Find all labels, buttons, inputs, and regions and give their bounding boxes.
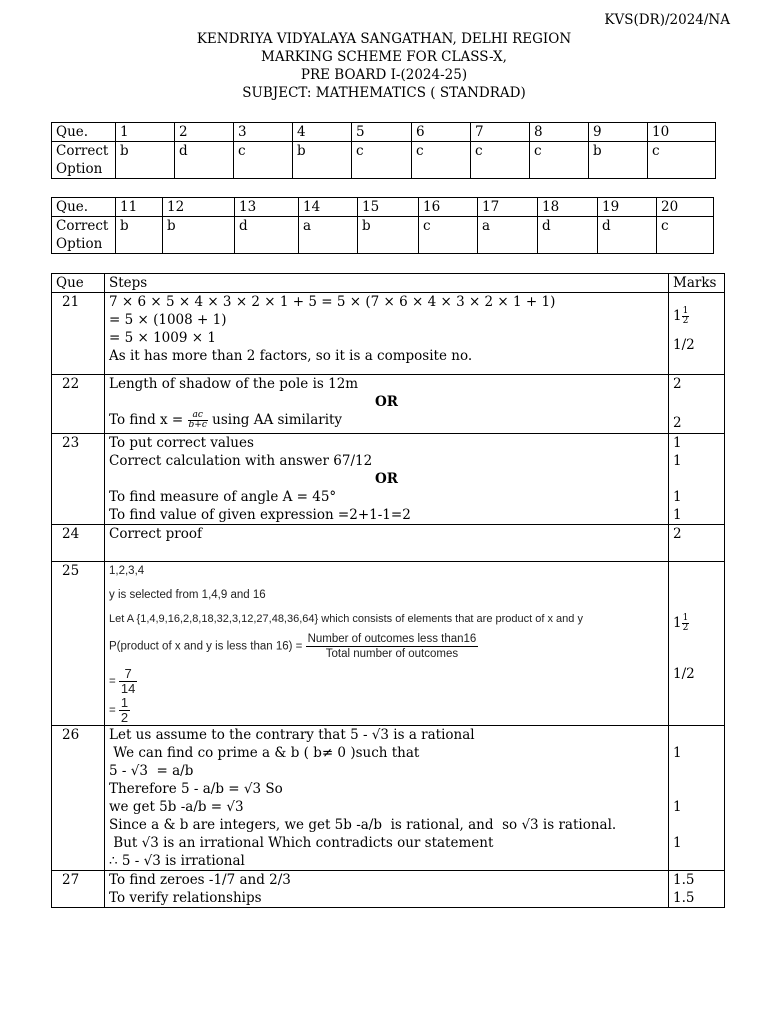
question-number: 21 xyxy=(52,293,105,375)
step-line: we get 5b -a/b = √3 xyxy=(109,799,244,815)
mark-value: 1.5 xyxy=(673,890,695,906)
step-line: Therefore 5 - a/b = √3 So xyxy=(109,781,283,797)
answer-cell: c xyxy=(412,142,471,179)
mark-value: 1 xyxy=(673,835,682,851)
step-line: To find measure of angle A = 45° xyxy=(109,489,337,505)
steps-cell xyxy=(105,871,669,908)
mark-fraction: $\frac{1}{2}$ xyxy=(682,306,689,326)
marks-cell xyxy=(669,293,725,375)
answer-cell: d xyxy=(598,217,657,254)
marks-cell xyxy=(669,375,725,434)
column-header-marks: Marks xyxy=(669,274,725,293)
header-line-1: KENDRIYA VIDYALAYA SANGATHAN, DELHI REGION xyxy=(196,31,572,47)
document-code: KVS(DR)/2024/NA xyxy=(604,12,730,28)
step-line: As it has more than 2 factors, so it is a composite no. xyxy=(109,348,473,364)
mark-fraction: $\frac{1}{2}$ xyxy=(682,613,689,633)
question-number: 16 xyxy=(419,198,478,217)
question-number: 10 xyxy=(648,123,716,142)
marks-cell xyxy=(669,871,725,908)
question-number: 18 xyxy=(538,198,598,217)
table-row xyxy=(52,198,714,217)
answer-cell: b xyxy=(163,217,235,254)
table-row xyxy=(52,726,725,871)
question-number: 12 xyxy=(163,198,235,217)
answer-cell: b xyxy=(116,142,175,179)
steps-cell: Correct proof xyxy=(105,525,669,562)
mark-value: 2 xyxy=(673,376,682,392)
marks-cell xyxy=(669,434,725,525)
mark-value: 2 xyxy=(673,415,682,431)
steps-cell xyxy=(105,375,669,434)
steps-cell xyxy=(105,293,669,375)
question-number: 4 xyxy=(293,123,352,142)
question-number: 8 xyxy=(530,123,589,142)
step-line: To find x = $\frac{ac}{b+c}$ using AA similarity xyxy=(109,410,343,430)
table-row xyxy=(52,375,725,434)
mark-value: 1 xyxy=(673,745,682,761)
column-header-que: Que xyxy=(52,274,105,293)
step-line: y is selected from 1,4,9 and 16 xyxy=(109,589,266,601)
steps-cell xyxy=(105,434,669,525)
marks-cell: 2 xyxy=(669,525,725,562)
question-number: 27 xyxy=(52,871,105,908)
table-row xyxy=(52,525,725,562)
question-number: 19 xyxy=(598,198,657,217)
mark-value: 1 xyxy=(673,489,682,505)
step-line: Correct calculation with answer 67/12 xyxy=(109,453,373,469)
answer-cell: d xyxy=(235,217,299,254)
steps-cell xyxy=(105,726,669,871)
question-number: 24 xyxy=(52,525,105,562)
answer-cell: b xyxy=(358,217,419,254)
step-line: ∴ 5 - √3 is irrational xyxy=(109,853,245,869)
step-line: But √3 is an irrational Which contradicts our statement xyxy=(109,835,494,851)
step-line: Let us assume to the contrary that 5 - √3 is a rational xyxy=(109,727,475,743)
column-header-steps: Steps xyxy=(105,274,669,293)
step-line: Length of shadow of the pole is 12m xyxy=(109,376,359,392)
table-row xyxy=(52,123,716,142)
mark-value: 1 $\frac{1}{2}$ xyxy=(673,306,689,326)
mark-value: 1.5 xyxy=(673,872,695,888)
que-label: Que. xyxy=(52,198,116,217)
step-line: To find zeroes -1/7 and 2/3 xyxy=(109,872,291,888)
answer-cell: d xyxy=(538,217,598,254)
answer-cell: b xyxy=(116,217,163,254)
answer-cell: c xyxy=(419,217,478,254)
table-row xyxy=(52,562,725,726)
table-row xyxy=(52,871,725,908)
marking-scheme-table xyxy=(51,273,725,908)
answer-cell: c xyxy=(657,217,714,254)
mark-value: 1 $\frac{1}{2}$ xyxy=(673,613,689,633)
correct-option-label: Correct Option xyxy=(52,142,116,179)
question-number: 15 xyxy=(358,198,419,217)
step-line: = 5 × 1009 × 1 xyxy=(109,330,216,346)
answer-cell: b xyxy=(293,142,352,179)
mcq-answer-table-2 xyxy=(51,197,714,254)
step-line: = 5 × (1008 + 1) xyxy=(109,312,227,328)
mark-value: 1/2 xyxy=(673,666,695,682)
question-number: 2 xyxy=(175,123,234,142)
mark-value: 1 xyxy=(673,799,682,815)
header-line-2: MARKING SCHEME FOR CLASS-X, xyxy=(261,49,507,65)
question-number: 13 xyxy=(235,198,299,217)
question-number: 26 xyxy=(52,726,105,871)
question-number: 14 xyxy=(299,198,358,217)
question-number: 5 xyxy=(352,123,412,142)
question-number: 25 xyxy=(52,562,105,726)
header-line-4: SUBJECT: MATHEMATICS ( STANDRAD) xyxy=(242,85,526,101)
question-number: 22 xyxy=(52,375,105,434)
probability-formula: P(product of x and y is less than 16) = $\frac{\text{Number of outcomes less than16}}{\text{Total number of outcomes}}$ xyxy=(109,633,477,660)
mark-value: 1/2 xyxy=(673,337,695,353)
question-number: 11 xyxy=(116,198,163,217)
table-header-row xyxy=(52,274,725,293)
step-line: We can find co prime a & b ( b≠ 0 )such that xyxy=(109,745,420,761)
step-line: To put correct values xyxy=(109,435,254,451)
question-number: 6 xyxy=(412,123,471,142)
header-line-3: PRE BOARD I-(2024-25) xyxy=(300,67,468,83)
answer-cell: d xyxy=(175,142,234,179)
marks-cell xyxy=(669,726,725,871)
answer-cell: a xyxy=(478,217,538,254)
table-row xyxy=(52,434,725,525)
or-separator: OR xyxy=(375,471,398,487)
document-header xyxy=(0,30,768,102)
question-number: 7 xyxy=(471,123,530,142)
mark-value: 1 xyxy=(673,453,682,469)
step-line: 7 × 6 × 5 × 4 × 3 × 2 × 1 + 5 = 5 × (7 × 6 × 4 × 3 × 2 × 1 + 1) xyxy=(109,294,556,310)
table-row xyxy=(52,217,714,254)
mark-value: 1 xyxy=(673,435,682,451)
result-fraction-2: = $\frac{1}{2}$ xyxy=(109,695,129,725)
answer-cell: c xyxy=(471,142,530,179)
answer-cell: c xyxy=(352,142,412,179)
answer-cell: c xyxy=(648,142,716,179)
formula-fraction: $\frac{ac}{b+c}$ xyxy=(188,410,207,430)
step-line: Since a & b are integers, we get 5b -a/b is rational, and so √3 is rational. xyxy=(109,817,617,833)
question-number: 17 xyxy=(478,198,538,217)
mark-value: 1 xyxy=(673,507,682,523)
table-row xyxy=(52,293,725,375)
step-line: 5 - √3 = a/b xyxy=(109,763,194,779)
question-number: 9 xyxy=(589,123,648,142)
probability-fraction: $\frac{\text{Number of outcomes less than16}}{\text{Total number of outcomes}}$ xyxy=(307,633,477,660)
steps-cell xyxy=(105,562,669,726)
que-label: Que. xyxy=(52,123,116,142)
question-number: 1 xyxy=(116,123,175,142)
step-line: To verify relationships xyxy=(109,890,262,906)
table-row xyxy=(52,142,716,179)
step-line: To find value of given expression =2+1-1=2 xyxy=(109,507,411,523)
mcq-answer-table-1 xyxy=(51,122,716,179)
result-fraction-1: = $\frac{7}{14}$ xyxy=(109,666,136,696)
step-line: Let A {1,4,9,16,2,8,18,32,3,12,27,48,36,64} which consists of elements that are product of x and y xyxy=(109,613,583,625)
question-number: 23 xyxy=(52,434,105,525)
step-line: 1,2,3,4 xyxy=(109,565,145,577)
question-number: 3 xyxy=(234,123,293,142)
question-number: 20 xyxy=(657,198,714,217)
answer-cell: c xyxy=(530,142,589,179)
marks-cell xyxy=(669,562,725,726)
correct-option-label: Correct Option xyxy=(52,217,116,254)
answer-cell: c xyxy=(234,142,293,179)
answer-cell: a xyxy=(299,217,358,254)
or-separator: OR xyxy=(375,394,398,410)
answer-cell: b xyxy=(589,142,648,179)
